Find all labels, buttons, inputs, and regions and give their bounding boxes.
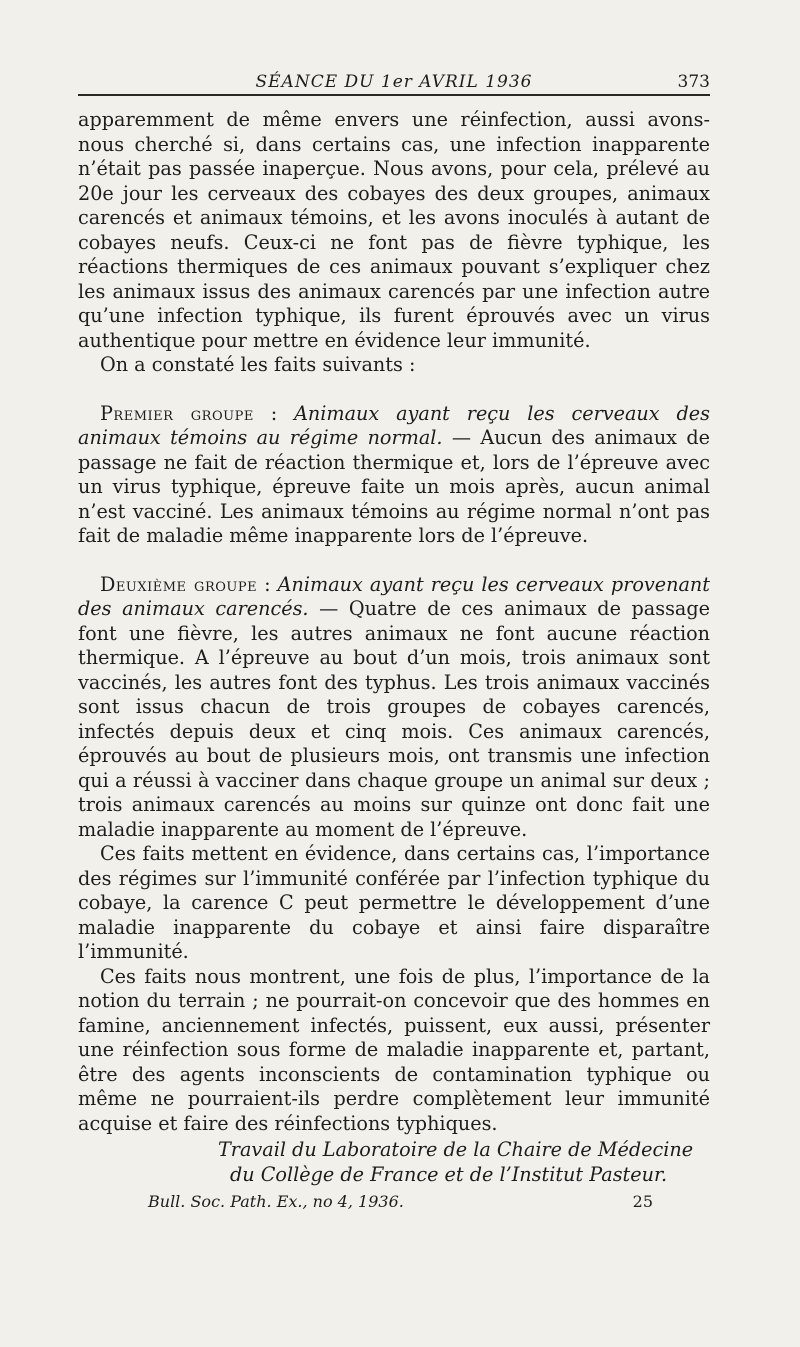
running-header [78, 60, 710, 96]
page-number: 373 [677, 72, 710, 92]
credit-line-2: du Collège de France et de l’Institut Pasteur. [230, 1162, 668, 1186]
group-1-body: — Aucun des animaux de passage ne fait de réaction thermique et, lors de l’épreuve avec un virus typhique, épreuve faite un mois après, aucun animal n’est vacciné. Les animaux témoins au régime normal n’ont pas fait de maladie même inapparente lors de l’épreuve. [78, 426, 710, 547]
page-footer [148, 1192, 653, 1211]
sheet-number: 25 [632, 1192, 653, 1211]
paragraph-5: Ces faits mettent en évidence, dans certains cas, l’importance des régimes sur l’immunité conférée par l’infection typhique du cobaye, la carence C peut permettre le développement d’une maladie inapparente du cobaye et ainsi faire disparaître l’immunité. [78, 842, 710, 963]
paragraph-1: apparemment de même envers une réinfection, aussi avons-nous cherché si, dans certains cas, une infection inapparente n’était pas passée inaperçue. Nous avons, pour cela, prélevé au 20e jour les cerveaux des cobayes des deux groupes, animaux carencés et animaux témoins, et les avons inoculés à autant de cobayes neufs. Ceux-ci ne font pas de fièvre typhique, les réactions thermiques de ces animaux pouvant s’expliquer chez les animaux issus des animaux carencés par une infection autre qu’une infection typhique, ils furent éprouvés avec un virus authentique pour mettre en évidence leur immunité. [78, 108, 710, 352]
document-page [78, 60, 710, 1187]
group-1-label: Premier groupe [100, 401, 254, 425]
footer-citation: Bull. Soc. Path. Ex., no 4, 1936. [148, 1192, 404, 1211]
laboratory-credit [78, 1138, 710, 1187]
credit-line-1: Travail du Laboratoire de la Chaire de Médecine [218, 1138, 694, 1161]
group-2-body: — Quatre de ces animaux de passage font une fièvre, les autres animaux ne font aucune réaction thermique. A l’épreuve au bout d’un mois, trois animaux sont vaccinés, les autres font des typhus. Les trois animaux vaccinés sont issus chacun de trois groupes de cobayes carencés, infectés depuis deux et cinq mois. Ces animaux carencés, éprouvés au bout de plusieurs mois, ont transmis une infection qui a réussi à vacciner dans chaque groupe un animal sur deux ; trois animaux carencés au moins sur quinze ont donc fait une maladie inapparente au moment de l’épreuve. [78, 597, 711, 841]
paragraph-2: On a constaté les faits suivants : [100, 353, 416, 376]
group-1-separator: : [253, 401, 295, 425]
body-text [78, 108, 710, 1136]
header-title: SÉANCE DU 1er AVRIL 1936 [255, 72, 533, 92]
paragraph-6: Ces faits nous montrent, une fois de plus, l’importance de la notion du terrain ; ne pourrait-on concevoir que des hommes en famine, anciennement infectés, puissent, eux aussi, présenter une réinfection sous forme de maladie inapparente et, partant, être des agents inconscients de contamination typhique ou même ne pourraient-ils perdre complètement leur immunité acquise et faire des réinfections typhiques. [78, 964, 710, 1135]
group-2-paragraph [78, 573, 710, 843]
group-2-separator: : [257, 572, 278, 596]
group-1-paragraph [78, 402, 710, 549]
group-2-title: Animaux ayant reçu les cerveaux provenant des animaux carencés. [78, 572, 710, 620]
group-2-label: Deuxième groupe [100, 572, 258, 596]
group-1-title: Animaux ayant reçu les cerveaux des animaux témoins au régime normal. [78, 401, 710, 449]
